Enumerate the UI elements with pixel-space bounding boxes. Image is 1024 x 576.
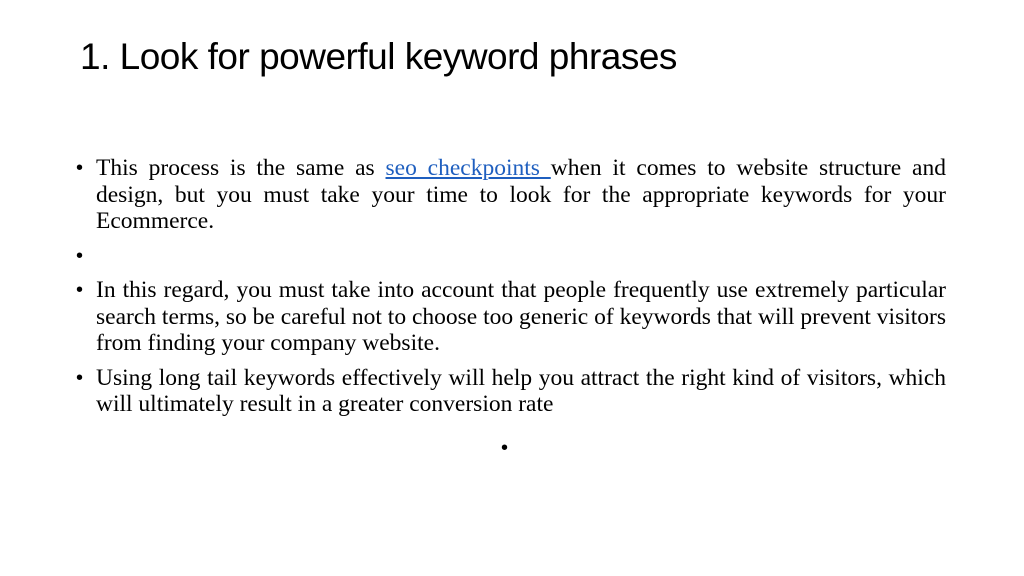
bullet-icon: • <box>76 244 84 267</box>
bullet-icon: • <box>76 157 84 179</box>
bullet-list <box>76 155 946 426</box>
bullet-item-4 <box>76 365 946 418</box>
bullet-text-after-link: when it comes to website structure and design, but you must take your time to look for the appropriate keywords for your Ecommerce. <box>96 155 946 234</box>
bullet-item-1 <box>76 155 946 235</box>
slide-title: 1. Look for powerful keyword phrases <box>80 36 677 77</box>
bullet-text: Using long tail keywords effectively will help you attract the right kind of visitors, which will ultimately result in a greater conversion rate <box>96 364 946 417</box>
bullet-item-2 <box>76 243 946 270</box>
bullet-item-3 <box>76 277 946 357</box>
bullet-text: In this regard, you must take into account that people frequently use extremely particular search terms, so be careful not to choose too generic of keywords that will prevent visitors from finding your company website. <box>96 277 946 356</box>
trailing-bullet-icon: • <box>501 437 509 459</box>
seo-checkpoints-link[interactable]: seo checkpoints <box>385 155 551 181</box>
bullet-text <box>96 243 946 270</box>
bullet-text <box>96 155 946 235</box>
bullet-icon: • <box>76 366 84 389</box>
bullet-text-before-link: This process is the same as <box>96 155 386 181</box>
bullet-icon: • <box>76 279 84 301</box>
